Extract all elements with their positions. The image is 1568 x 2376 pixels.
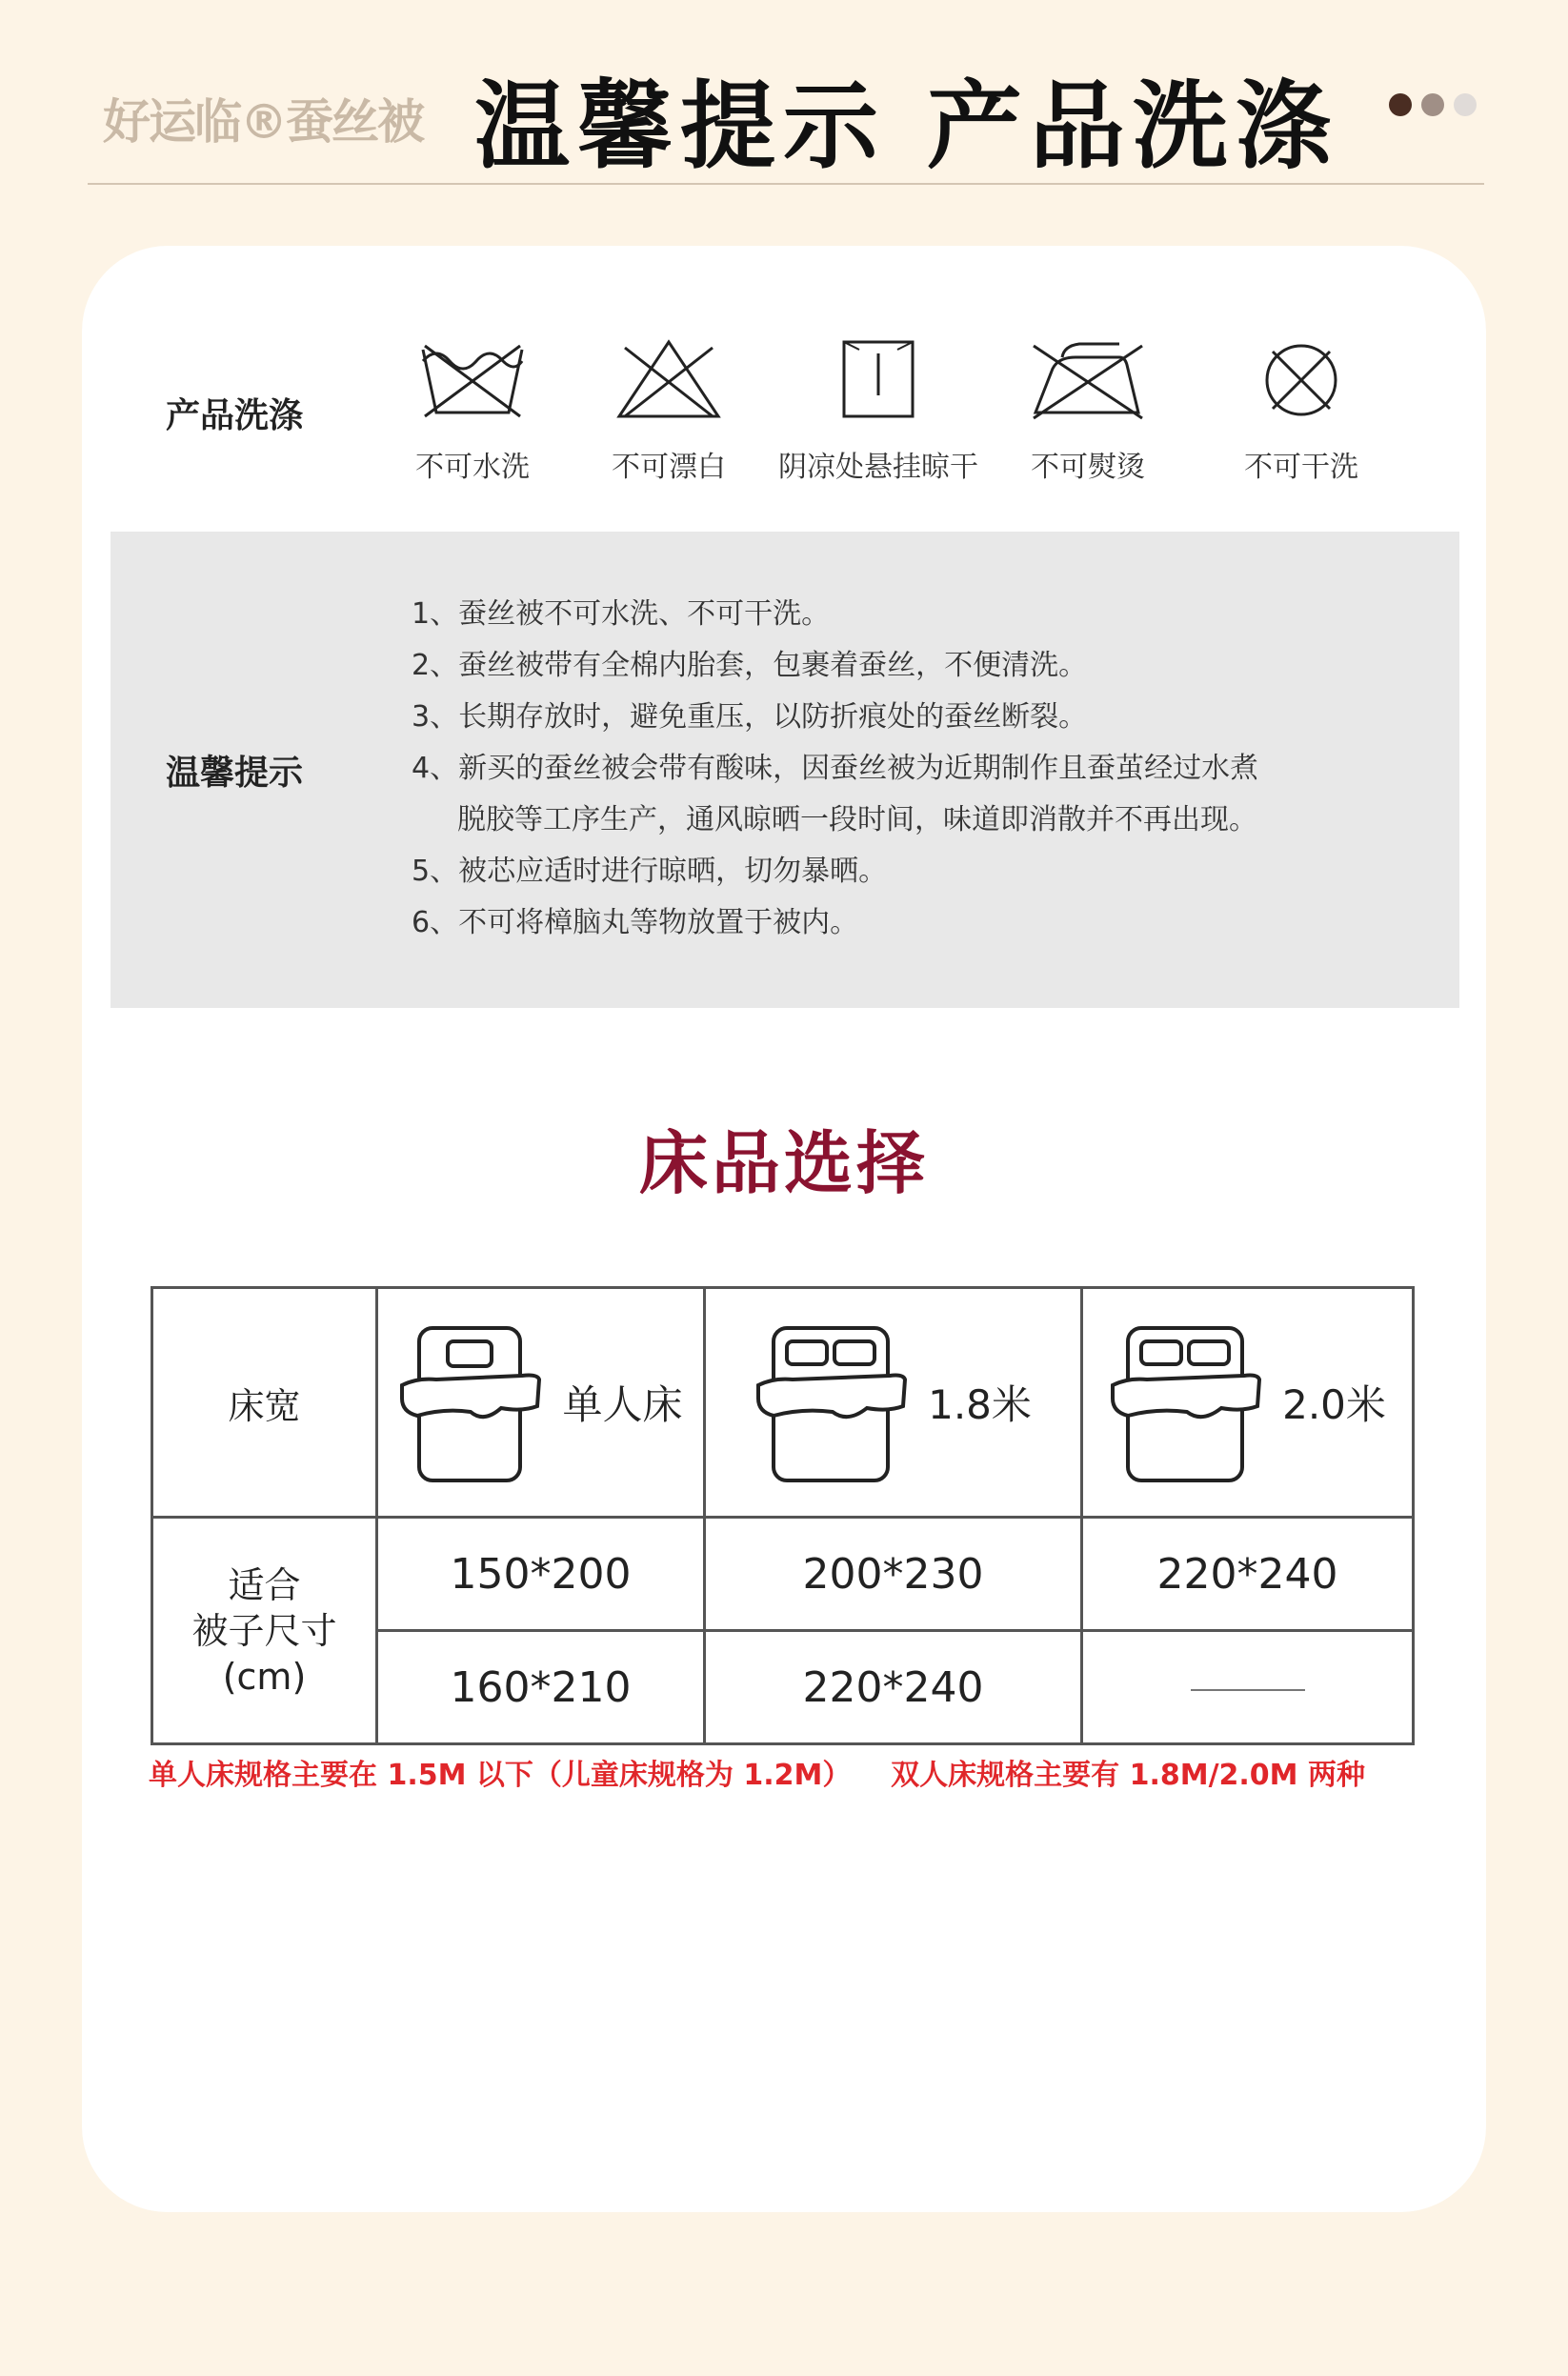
tip-item: 3、长期存放时，避免重压，以防折痕处的蚕丝断裂。 [412, 700, 1088, 734]
bed-size-note [149, 1751, 1365, 1793]
quilt-size-header-line: 被子尺寸 [191, 1609, 337, 1652]
note-double: 双人床规格主要有 1.8M/2.0M 两种 [891, 1759, 1365, 1792]
wash-symbol-label: 不可水洗 [415, 451, 530, 484]
bed-column-1-8m [705, 1288, 1082, 1518]
wash-symbol-line-dry [764, 336, 993, 485]
size-cell: 160*210 [377, 1631, 705, 1744]
bed-column-label: 2.0米 [1282, 1381, 1386, 1428]
size-cell: 220*240 [1082, 1518, 1414, 1631]
bed-column-label: 单人床 [562, 1381, 683, 1428]
tips-list [412, 589, 1258, 949]
no-bleach-icon [612, 336, 726, 422]
page-title: 温馨提示 产品洗涤 [474, 70, 1338, 182]
dot-mid [1421, 93, 1444, 116]
header-divider [88, 183, 1484, 185]
dot-dark [1389, 93, 1412, 116]
double-bed-icon [754, 1317, 907, 1488]
quilt-size-header [152, 1518, 377, 1744]
wash-symbol-no-wash [358, 336, 587, 485]
wash-symbol-label: 不可干洗 [1244, 451, 1358, 484]
wash-symbol-no-dryclean [1187, 336, 1416, 485]
tip-item: 2、蚕丝被带有全棉内胎套，包裹着蚕丝，不便清洗。 [412, 649, 1088, 682]
size-cell: 150*200 [377, 1518, 705, 1631]
quilt-size-header-line: (cm) [222, 1655, 307, 1698]
tips-box [111, 532, 1459, 1008]
content-card [82, 246, 1486, 2212]
bed-section-title: 床品选择 [638, 1123, 929, 1203]
quilt-size-header-line: 适合 [228, 1563, 301, 1606]
size-cell: 200*230 [705, 1518, 1082, 1631]
decorative-dots [1389, 93, 1477, 116]
page-header [0, 0, 1568, 186]
size-cell-empty [1082, 1631, 1414, 1744]
bed-column-single [377, 1288, 705, 1518]
note-single: 单人床规格主要在 1.5M 以下（儿童床规格为 1.2M） [149, 1759, 852, 1792]
bed-column-label: 1.8米 [928, 1381, 1032, 1428]
bed-column-2-0m [1082, 1288, 1414, 1518]
wash-symbol-label: 不可熨烫 [1031, 451, 1145, 484]
tips-label: 温馨提示 [166, 754, 304, 793]
no-iron-icon [1026, 336, 1150, 422]
empty-dash [1191, 1689, 1305, 1691]
tip-item-continued: 脱胶等工序生产，通风晾晒一段时间，味道即消散并不再出现。 [457, 803, 1257, 836]
bed-size-table [151, 1286, 1415, 1745]
wash-symbol-label: 不可漂白 [612, 451, 726, 484]
brand-logo: 好运临®蚕丝被 [103, 94, 423, 150]
bed-width-header: 床宽 [152, 1288, 377, 1518]
double-bed-icon [1109, 1317, 1261, 1488]
line-dry-shade-icon [821, 336, 935, 422]
tip-item: 1、蚕丝被不可水洗、不可干洗。 [412, 597, 831, 631]
size-cell: 220*240 [705, 1631, 1082, 1744]
tip-item: 5、被芯应适时进行晾晒，切勿暴晒。 [412, 855, 888, 888]
dot-light [1454, 93, 1477, 116]
single-bed-icon [398, 1317, 541, 1488]
wash-symbol-label: 阴凉处悬挂晾干 [778, 451, 978, 484]
wash-symbol-no-bleach [554, 336, 783, 485]
wash-symbol-no-iron [974, 336, 1202, 485]
no-wash-icon [415, 336, 530, 422]
tip-item: 6、不可将樟脑丸等物放置于被内。 [412, 906, 859, 939]
wash-label: 产品洗涤 [166, 396, 304, 435]
no-dryclean-icon [1244, 336, 1358, 422]
tip-item: 4、新买的蚕丝被会带有酸味，因蚕丝被为近期制作且蚕茧经过水煮 [412, 752, 1259, 785]
